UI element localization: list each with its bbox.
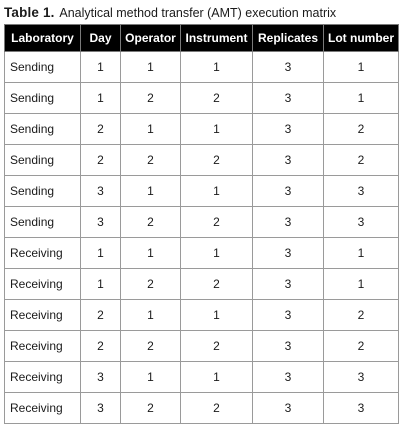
- table-row: [5, 114, 399, 145]
- cell-instrument: 1: [181, 362, 253, 393]
- column-header-replicates: Replicates: [253, 25, 324, 52]
- table-row: [5, 145, 399, 176]
- cell-laboratory: Sending: [5, 83, 81, 114]
- cell-laboratory: Sending: [5, 207, 81, 238]
- cell-laboratory: Sending: [5, 176, 81, 207]
- cell-day: 3: [81, 393, 121, 424]
- table-row: [5, 331, 399, 362]
- cell-laboratory: Sending: [5, 52, 81, 83]
- cell-replicates: 3: [253, 269, 324, 300]
- cell-day: 3: [81, 362, 121, 393]
- cell-laboratory: Receiving: [5, 393, 81, 424]
- cell-day: 2: [81, 300, 121, 331]
- cell-laboratory: Receiving: [5, 238, 81, 269]
- table-caption-text: Analytical method transfer (AMT) execution matrix: [59, 5, 337, 20]
- cell-replicates: 3: [253, 362, 324, 393]
- cell-lot-number: 1: [324, 269, 399, 300]
- cell-laboratory: Receiving: [5, 362, 81, 393]
- cell-lot-number: 2: [324, 114, 399, 145]
- column-header-day: Day: [81, 25, 121, 52]
- cell-day: 1: [81, 238, 121, 269]
- cell-replicates: 3: [253, 300, 324, 331]
- table-row: [5, 393, 399, 424]
- cell-instrument: 2: [181, 331, 253, 362]
- cell-instrument: 2: [181, 83, 253, 114]
- cell-lot-number: 2: [324, 331, 399, 362]
- cell-day: 2: [81, 145, 121, 176]
- cell-lot-number: 1: [324, 83, 399, 114]
- cell-replicates: 3: [253, 238, 324, 269]
- cell-operator: 1: [121, 176, 181, 207]
- table-row: [5, 176, 399, 207]
- cell-instrument: 2: [181, 207, 253, 238]
- cell-operator: 2: [121, 145, 181, 176]
- cell-lot-number: 1: [324, 52, 399, 83]
- cell-instrument: 2: [181, 393, 253, 424]
- table-body: [5, 52, 399, 424]
- cell-replicates: 3: [253, 114, 324, 145]
- table-caption-label: Table 1.: [4, 4, 55, 20]
- table-row: [5, 207, 399, 238]
- cell-replicates: 3: [253, 331, 324, 362]
- table-row: [5, 362, 399, 393]
- cell-lot-number: 1: [324, 238, 399, 269]
- cell-operator: 1: [121, 300, 181, 331]
- cell-instrument: 1: [181, 52, 253, 83]
- table-row: [5, 300, 399, 331]
- cell-instrument: 1: [181, 238, 253, 269]
- cell-instrument: 1: [181, 300, 253, 331]
- cell-operator: 1: [121, 362, 181, 393]
- cell-day: 1: [81, 52, 121, 83]
- cell-laboratory: Receiving: [5, 269, 81, 300]
- cell-lot-number: 3: [324, 207, 399, 238]
- table-row: [5, 52, 399, 83]
- cell-lot-number: 3: [324, 176, 399, 207]
- cell-day: 3: [81, 176, 121, 207]
- cell-lot-number: 3: [324, 393, 399, 424]
- cell-day: 1: [81, 269, 121, 300]
- header-row: [5, 25, 399, 52]
- table-row: [5, 269, 399, 300]
- table-caption: [4, 2, 383, 24]
- cell-operator: 2: [121, 331, 181, 362]
- column-header-operator: Operator: [121, 25, 181, 52]
- cell-operator: 1: [121, 114, 181, 145]
- column-header-lot-number: Lot number: [324, 25, 399, 52]
- cell-replicates: 3: [253, 145, 324, 176]
- cell-operator: 2: [121, 269, 181, 300]
- cell-laboratory: Receiving: [5, 300, 81, 331]
- cell-day: 3: [81, 207, 121, 238]
- cell-laboratory: Receiving: [5, 331, 81, 362]
- cell-operator: 1: [121, 238, 181, 269]
- table-row: [5, 83, 399, 114]
- cell-operator: 2: [121, 83, 181, 114]
- cell-laboratory: Sending: [5, 145, 81, 176]
- table-row: [5, 238, 399, 269]
- cell-operator: 2: [121, 207, 181, 238]
- cell-lot-number: 2: [324, 145, 399, 176]
- cell-operator: 1: [121, 52, 181, 83]
- cell-instrument: 1: [181, 114, 253, 145]
- cell-lot-number: 3: [324, 362, 399, 393]
- cell-instrument: 2: [181, 269, 253, 300]
- cell-day: 2: [81, 114, 121, 145]
- cell-replicates: 3: [253, 393, 324, 424]
- column-header-laboratory: Laboratory: [5, 25, 81, 52]
- cell-replicates: 3: [253, 207, 324, 238]
- cell-laboratory: Sending: [5, 114, 81, 145]
- cell-lot-number: 2: [324, 300, 399, 331]
- cell-day: 1: [81, 83, 121, 114]
- cell-instrument: 2: [181, 145, 253, 176]
- cell-instrument: 1: [181, 176, 253, 207]
- cell-operator: 2: [121, 393, 181, 424]
- cell-day: 2: [81, 331, 121, 362]
- column-header-instrument: Instrument: [181, 25, 253, 52]
- amt-execution-matrix-table: [4, 24, 399, 424]
- cell-replicates: 3: [253, 52, 324, 83]
- table-header: [5, 25, 399, 52]
- cell-replicates: 3: [253, 83, 324, 114]
- cell-replicates: 3: [253, 176, 324, 207]
